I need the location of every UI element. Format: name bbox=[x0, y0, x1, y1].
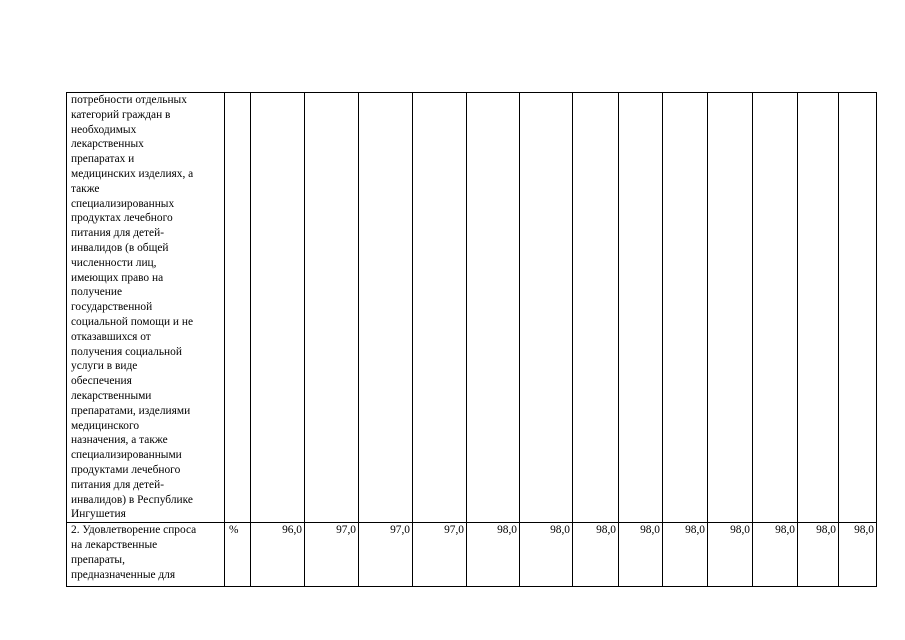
value-cell bbox=[798, 93, 839, 523]
value-cell: 98,0 bbox=[708, 523, 753, 587]
value-cell: 97,0 bbox=[305, 523, 359, 587]
value-cell: 98,0 bbox=[753, 523, 798, 587]
value-cell: 98,0 bbox=[619, 523, 663, 587]
unit-cell: % bbox=[225, 523, 251, 587]
value-cell bbox=[753, 93, 798, 523]
table-row bbox=[67, 523, 877, 587]
indicator-description-cell: потребности отдельных категорий граждан в необходимых лекарственных препаратах и медицинских изделиях, а также специализированных продуктах лечебного питания для детей- инвалидов (в общей численности лиц, имеющих право на получение государственной социальной помощи и не отказавшихся от получения социальной услуги в виде обеспечения лекарственными препаратами, изделиями медицинского назначения, а также специализированными продуктами лечебного питания для детей- инвалидов) в Республике Ингушетия bbox=[67, 93, 225, 523]
value-cell bbox=[251, 93, 305, 523]
value-cell: 96,0 bbox=[251, 523, 305, 587]
value-cell bbox=[467, 93, 520, 523]
value-cell bbox=[708, 93, 753, 523]
value-cell: 98,0 bbox=[467, 523, 520, 587]
indicator-description-cell: 2. Удовлетворение спроса на лекарственные препараты, предназначенные для bbox=[67, 523, 225, 587]
value-cell: 98,0 bbox=[520, 523, 573, 587]
value-cell: 98,0 bbox=[839, 523, 877, 587]
value-cell: 97,0 bbox=[413, 523, 467, 587]
value-cell bbox=[413, 93, 467, 523]
unit-cell bbox=[225, 93, 251, 523]
value-cell bbox=[359, 93, 413, 523]
value-cell bbox=[663, 93, 708, 523]
value-cell bbox=[305, 93, 359, 523]
value-cell bbox=[619, 93, 663, 523]
table-row bbox=[67, 93, 877, 523]
indicator-table bbox=[66, 92, 877, 587]
value-cell bbox=[839, 93, 877, 523]
value-cell: 98,0 bbox=[573, 523, 619, 587]
value-cell bbox=[573, 93, 619, 523]
value-cell: 98,0 bbox=[798, 523, 839, 587]
value-cell: 97,0 bbox=[359, 523, 413, 587]
value-cell bbox=[520, 93, 573, 523]
value-cell: 98,0 bbox=[663, 523, 708, 587]
